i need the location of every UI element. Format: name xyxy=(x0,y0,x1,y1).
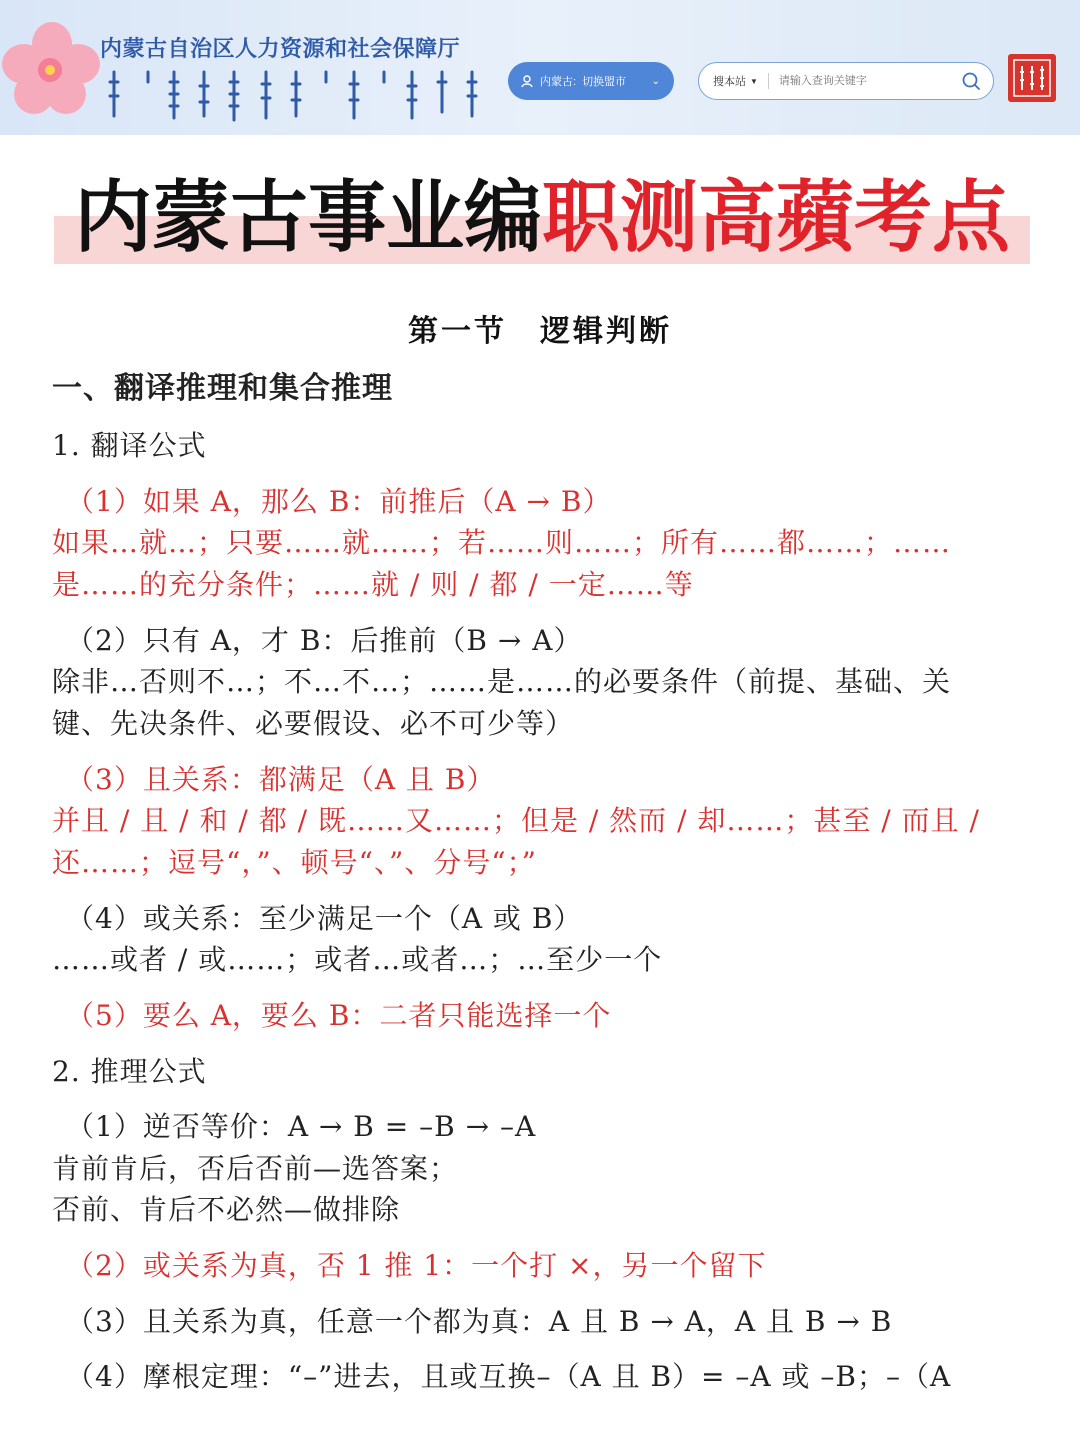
site-header-banner xyxy=(0,0,1080,135)
caret-down-icon: ▼ xyxy=(750,76,758,86)
chevron-down-icon: ⌄ xyxy=(651,75,660,87)
formula-line-12: （5）要么 A，要么 B：二者只能选择一个 xyxy=(66,999,612,1032)
title-text xyxy=(54,168,1030,268)
formula-line-8: 并且 / 且 / 和 / 都 / 既……又……；但是 / 然而 / 却……；甚至 / 而且 / xyxy=(52,804,980,837)
reasoning-line-4: （2）或关系为真，否 1 推 1：一个打 ×，另一个留下 xyxy=(66,1249,767,1282)
search-input[interactable] xyxy=(777,74,951,88)
formula-line-10: （4）或关系：至少满足一个（A 或 B） xyxy=(66,902,583,935)
search-scope-select[interactable] xyxy=(699,73,769,89)
formula-line-2: 如果…就…；只要……就……；若……则……；所有……都……；…… xyxy=(52,526,952,559)
seal-icon xyxy=(1012,58,1052,98)
formula-line-6: 键、先决条件、必要假设、必不可少等） xyxy=(52,707,575,740)
formula-line-1: （1）如果 A，那么 B：前推后（A → B） xyxy=(66,485,612,518)
formula-line-5: 除非…否则不…；不…不…；……是……的必要条件（前提、基础、关 xyxy=(52,665,952,698)
reasoning-line-3: 否前、肯后不必然—做排除 xyxy=(52,1193,401,1226)
search-bar xyxy=(698,62,994,100)
subheading-translation-formula: 1. 翻译公式 xyxy=(52,429,207,462)
section-title: 第一节 逻辑判断 xyxy=(408,314,672,349)
title-black: 内蒙古事业编 xyxy=(73,173,542,263)
reasoning-line-1: （1）逆否等价：A → B = –B → –A xyxy=(66,1110,537,1143)
region-switch-label: 切换盟市 xyxy=(582,76,627,88)
subheading-reasoning-formula: 2. 推理公式 xyxy=(52,1055,207,1088)
reasoning-line-5: （3）且关系为真，任意一个都为真：A 且 B → A，A 且 B → B xyxy=(66,1305,893,1338)
formula-line-3: 是……的充分条件；……就 / 则 / 都 / 一定……等 xyxy=(52,568,694,601)
poster-title xyxy=(54,168,1030,268)
formula-line-11: ……或者 / 或……；或者…或者…；…至少一个 xyxy=(52,943,663,976)
heading-translation-reasoning: 一、翻译推理和集合推理 xyxy=(52,371,393,406)
reasoning-line-2: 肯前肯后，否后否前—选答案； xyxy=(52,1152,459,1185)
reasoning-line-6: （4）摩根定理：“–”进去，且或互换–（A 且 B）= –A 或 –B；–（A xyxy=(66,1360,952,1393)
search-icon[interactable] xyxy=(961,71,981,91)
region-label: 内蒙古: xyxy=(540,76,577,88)
seal-logo xyxy=(1008,54,1056,102)
user-location-icon xyxy=(520,74,534,88)
formula-line-7: （3）且关系：都满足（A 且 B） xyxy=(66,763,496,796)
site-name[interactable]: 内蒙古自治区人力资源和社会保障厅 xyxy=(100,36,461,61)
search-scope-label: 搜本站 xyxy=(713,76,746,88)
title-red: 职测高蘋考点 xyxy=(542,173,1011,263)
flower-logo-icon xyxy=(0,18,105,118)
formula-line-4: （2）只有 A，才 B：后推前（B → A） xyxy=(66,624,583,657)
formula-line-9: 还……；逗号“，”、顿号“、”、分号“；” xyxy=(52,846,537,879)
region-switch-button[interactable] xyxy=(508,62,674,100)
mongolian-script-icon xyxy=(108,68,488,126)
